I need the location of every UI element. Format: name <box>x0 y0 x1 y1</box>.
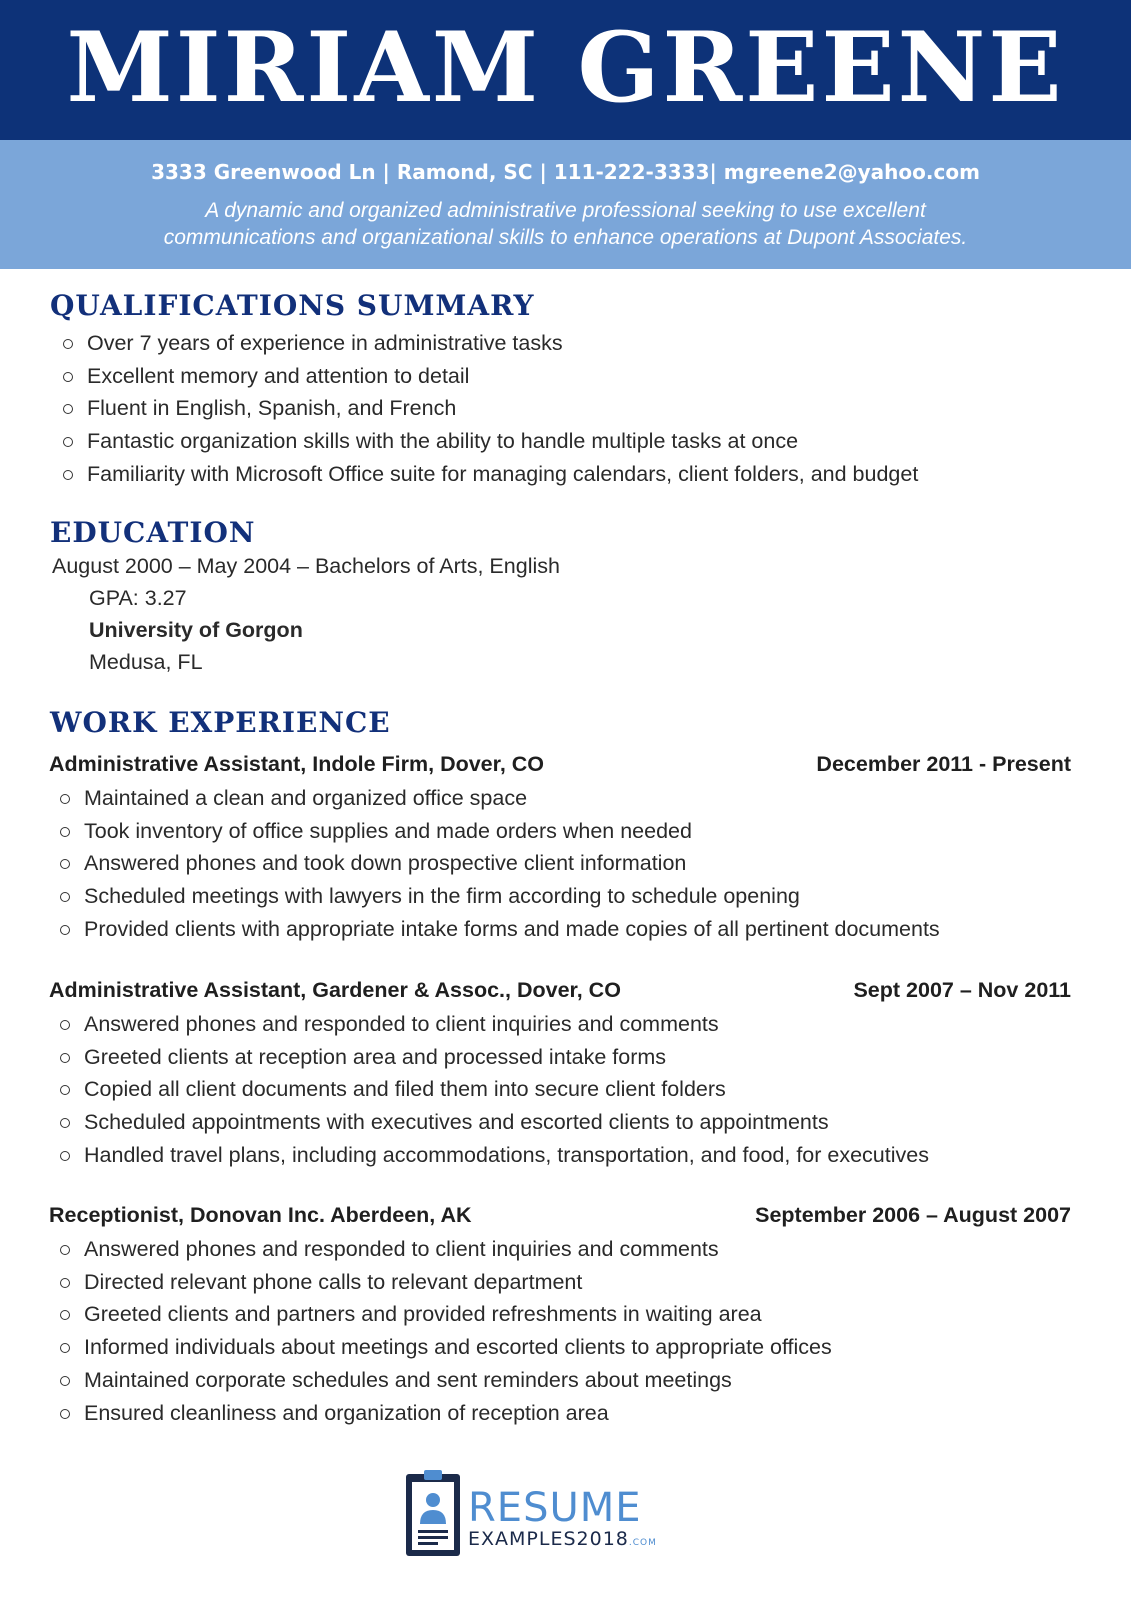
qualifications-list <box>63 327 918 491</box>
education-gpa: GPA: 3.27 <box>89 586 187 610</box>
objective-line-2: communications and organizational skills to enhance operations at Dupont Associates. <box>163 226 968 249</box>
qualification-item: Excellent memory and attention to detail <box>63 360 918 393</box>
contact-info: 3333 Greenwood Ln | Ramond, SC | 111-222-3333| mgreene2@yahoo.com <box>151 160 980 184</box>
logo-sub: EXAMPLES2018 <box>468 1528 629 1550</box>
job-duties-list <box>60 782 940 946</box>
job-dates: September 2006 – August 2007 <box>755 1203 1071 1227</box>
job-duty-item: Maintained a clean and organized office space <box>60 782 940 815</box>
job-duty-item: Took inventory of office supplies and made orders when needed <box>60 815 940 848</box>
job-duties-list <box>60 1233 832 1429</box>
candidate-name: MIRIAM GREENE <box>66 11 1065 124</box>
job-header <box>49 1203 1071 1228</box>
clipboard-resume-icon <box>404 1468 462 1558</box>
header-band <box>0 0 1131 140</box>
education-location: Medusa, FL <box>89 650 203 674</box>
job-duty-item: Copied all client documents and filed them into secure client folders <box>60 1073 929 1106</box>
qualifications-title: QUALIFICATIONS SUMMARY <box>50 289 535 322</box>
education-degree: August 2000 – May 2004 – Bachelors of Arts, English <box>52 554 560 578</box>
qualification-item: Fluent in English, Spanish, and French <box>63 392 918 425</box>
logo-main-text: RESUME <box>468 1485 642 1531</box>
job-dates: December 2011 - Present <box>816 752 1071 776</box>
job-duty-item: Answered phones and responded to client inquiries and comments <box>60 1233 832 1266</box>
job-duties-list <box>60 1008 929 1172</box>
job-duty-item: Directed relevant phone calls to relevant department <box>60 1266 832 1299</box>
logo-suffix: .COM <box>628 1538 657 1548</box>
education-school: University of Gorgon <box>89 618 303 642</box>
job-title: Administrative Assistant, Indole Firm, Dover, CO <box>49 752 545 776</box>
logo-sub-text <box>468 1528 657 1554</box>
job-duty-item: Scheduled meetings with lawyers in the firm according to schedule opening <box>60 880 940 913</box>
qualification-item: Fantastic organization skills with the ability to handle multiple tasks at once <box>63 425 918 458</box>
job-header <box>49 752 1071 777</box>
objective-statement <box>60 197 1071 251</box>
site-logo <box>468 1485 657 1554</box>
job-header <box>49 978 1071 1003</box>
job-duty-item: Scheduled appointments with executives and escorted clients to appointments <box>60 1106 929 1139</box>
job-title: Administrative Assistant, Gardener & Assoc., Dover, CO <box>49 978 621 1002</box>
objective-line-1: A dynamic and organized administrative professional seeking to use excellent <box>205 199 926 222</box>
job-dates: Sept 2007 – Nov 2011 <box>853 978 1071 1002</box>
job-duty-item: Handled travel plans, including accommodations, transportation, and food, for executives <box>60 1139 929 1172</box>
education-title: EDUCATION <box>50 516 256 549</box>
job-duty-item: Ensured cleanliness and organization of reception area <box>60 1397 832 1430</box>
work-experience-title: WORK EXPERIENCE <box>50 706 391 739</box>
job-title: Receptionist, Donovan Inc. Aberdeen, AK <box>49 1203 472 1227</box>
job-duty-item: Greeted clients at reception area and processed intake forms <box>60 1041 929 1074</box>
qualification-item: Familiarity with Microsoft Office suite for managing calendars, client folders, and budget <box>63 458 918 491</box>
job-duty-item: Greeted clients and partners and provided refreshments in waiting area <box>60 1298 832 1331</box>
job-duty-item: Provided clients with appropriate intake forms and made copies of all pertinent documents <box>60 913 940 946</box>
job-duty-item: Maintained corporate schedules and sent reminders about meetings <box>60 1364 832 1397</box>
job-duty-item: Informed individuals about meetings and escorted clients to appropriate offices <box>60 1331 832 1364</box>
contact-band <box>0 140 1131 269</box>
qualification-item: Over 7 years of experience in administrative tasks <box>63 327 918 360</box>
job-duty-item: Answered phones and took down prospective client information <box>60 847 940 880</box>
job-duty-item: Answered phones and responded to client inquiries and comments <box>60 1008 929 1041</box>
